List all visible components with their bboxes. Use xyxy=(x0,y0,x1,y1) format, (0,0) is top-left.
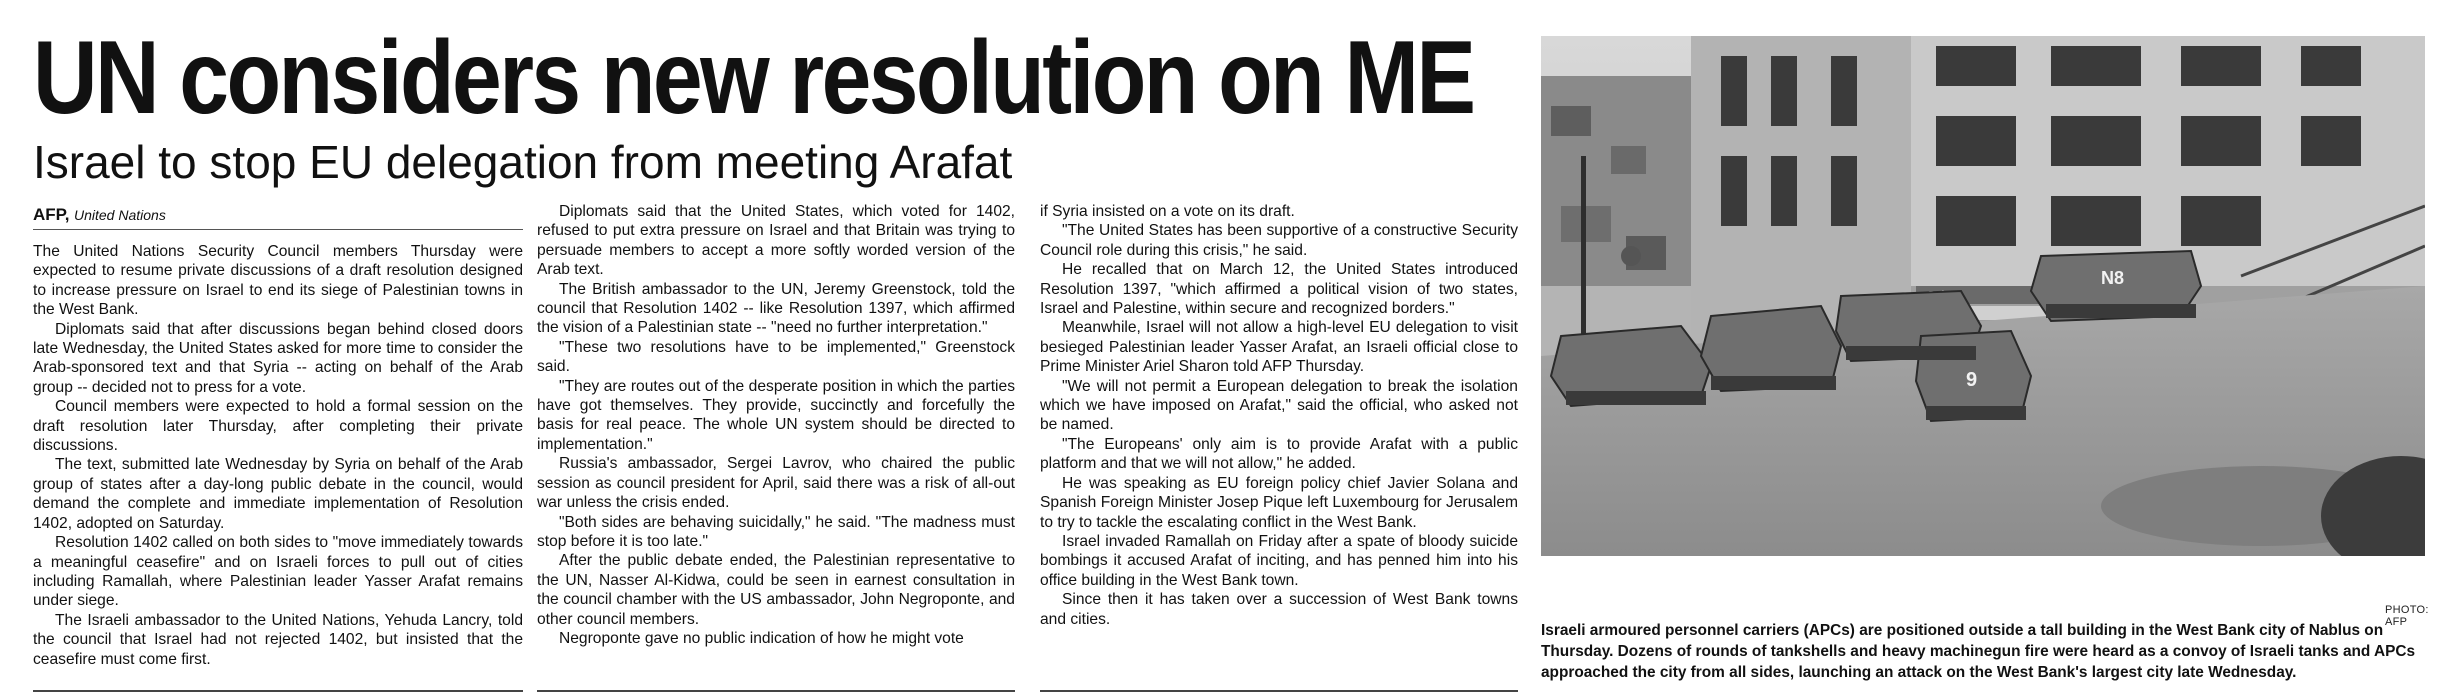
article-column-3 xyxy=(1040,202,1518,629)
article-paragraph: Russia's ambassador, Sergei Lavrov, who chaired the public session as council president for April, said there was a risk of all-out war unless the crisis ended. xyxy=(537,455,1015,512)
article-paragraph: "They are routes out of the desperate position in which the parties have got themselves. They provide, succinctly and forcefully the basis for real peace. The whole UN system should be directed to implementation." xyxy=(537,377,1015,453)
article-paragraph: The British ambassador to the UN, Jeremy Greenstock, told the council that Resolution 1402 -- like Resolution 1397, which affirmed the vision of a Palestinian state -- "need no further interpretation." xyxy=(537,280,1015,337)
byline-agency: AFP, xyxy=(33,205,70,224)
article-paragraph: Diplomats said that after discussions began behind closed doors late Wednesday, the United States asked for more time to consider the Arab-sponsored text and that Syria -- acting on behalf of the Arab group -- decided not to press for a vote. xyxy=(33,320,523,396)
article-paragraph: He was speaking as EU foreign policy chief Javier Solana and Spanish Foreign Minister Josep Pique left Luxembourg for Jerusalem to try to tackle the escalating conflict in the West Bank. xyxy=(1040,474,1518,531)
article-paragraph: Resolution 1402 called on both sides to "move immediately towards a meaningful ceasefire" and on Israeli forces to pull out of cities including Ramallah, where Palestinian leader Yasser Arafat remains under siege. xyxy=(33,534,523,610)
byline xyxy=(33,205,166,226)
apc-mark-9: 9 xyxy=(1966,369,1978,391)
article-column-2 xyxy=(537,202,1015,648)
headline: UN considers new resolution on ME xyxy=(33,20,1474,136)
article-paragraph: He recalled that on March 12, the United States introduced Resolution 1397, "which affirmed a political vision of two states, Israel and Palestine, within secure and recognized borders." xyxy=(1040,261,1518,318)
article-paragraph: Israel invaded Ramallah on Friday after a spate of bloody suicide bombings it accused Arafat of inciting, and has penned him into his office building in the West Bank town. xyxy=(1040,532,1518,589)
byline-divider xyxy=(33,229,523,230)
article-paragraph: "We will not permit a European delegation to break the isolation which we have imposed on Arafat," said the official, who asked not be named. xyxy=(1040,377,1518,434)
article-column-1 xyxy=(33,242,523,669)
article-paragraph: After the public debate ended, the Palestinian representative to the UN, Nasser Al-Kidwa, could be seen in earnest consultation in the council chamber with the US ambassador, John Negroponte, and other council members. xyxy=(537,552,1015,628)
article-paragraph: "These two resolutions have to be implemented," Greenstock said. xyxy=(537,338,1015,376)
article-paragraph: "The Europeans' only aim is to provide Arafat with a public platform and that we will not allow," he added. xyxy=(1040,435,1518,473)
article-paragraph: "The United States has been supportive of a constructive Security Council role during this crisis," he said. xyxy=(1040,222,1518,259)
article-paragraph: Council members were expected to hold a formal session on the draft resolution later Thursday, after completing their private discussions. xyxy=(33,398,523,455)
photo-caption: Israeli armoured personnel carriers (APCs) are positioned outside a tall building in the West Bank city of Nablus on Thursday. Dozens of rounds of tankshells and heavy machinegun fire were heard as a convoy of Israeli tanks and APCs approached the city from all sides, launching an attack on the West Bank's largest city late Wednesday. xyxy=(1541,622,2416,681)
article-paragraph: The Israeli ambassador to the United Nations, Yehuda Lancry, told the council that Israel had not rejected 1402, but insisted that the ceasefire must come first. xyxy=(33,611,523,668)
article-paragraph: Diplomats said that the United States, which voted for 1402, refused to put extra pressure on Israel and that Britain was trying to persuade members to accept a more softly worded version of the Arab text. xyxy=(537,203,1015,279)
apc-mark-n8: N8 xyxy=(2101,268,2125,288)
article-paragraph: The text, submitted late Wednesday by Syria on behalf of the Arab group of states after a day-long public debate in the council, would demand the complete and immediate implementation of Resolution 1402, adopted on Saturday. xyxy=(33,456,523,532)
article-paragraph: The United Nations Security Council members Thursday were expected to resume private discussions of a draft resolution designed to increase pressure on Israel to end its siege of Palestinian towns in the West Bank. xyxy=(33,243,523,319)
article-paragraph: "Both sides are behaving suicidally," he said. "The madness must stop before it is too late." xyxy=(537,513,1015,550)
article-paragraph: if Syria insisted on a vote on its draft. xyxy=(1040,203,1295,220)
bottom-rule-1 xyxy=(33,690,523,692)
subheadline: Israel to stop EU delegation from meeting Arafat xyxy=(33,136,1013,188)
news-photo xyxy=(1541,36,2425,556)
byline-place: United Nations xyxy=(74,207,166,223)
photo-credit: PHOTO: AFP xyxy=(2385,604,2429,628)
bottom-rule-2 xyxy=(537,690,1015,692)
article-paragraph: Meanwhile, Israel will not allow a high-level EU delegation to visit besieged Palestinian leader Yasser Arafat, an Israeli official close to Prime Minister Ariel Sharon told AFP Thursday. xyxy=(1040,319,1518,376)
bottom-rule-3 xyxy=(1040,690,1518,692)
article-paragraph: Negroponte gave no public indication of how he might vote xyxy=(559,629,964,647)
article-paragraph: Since then it has taken over a succession of West Bank towns and cities. xyxy=(1040,591,1518,628)
